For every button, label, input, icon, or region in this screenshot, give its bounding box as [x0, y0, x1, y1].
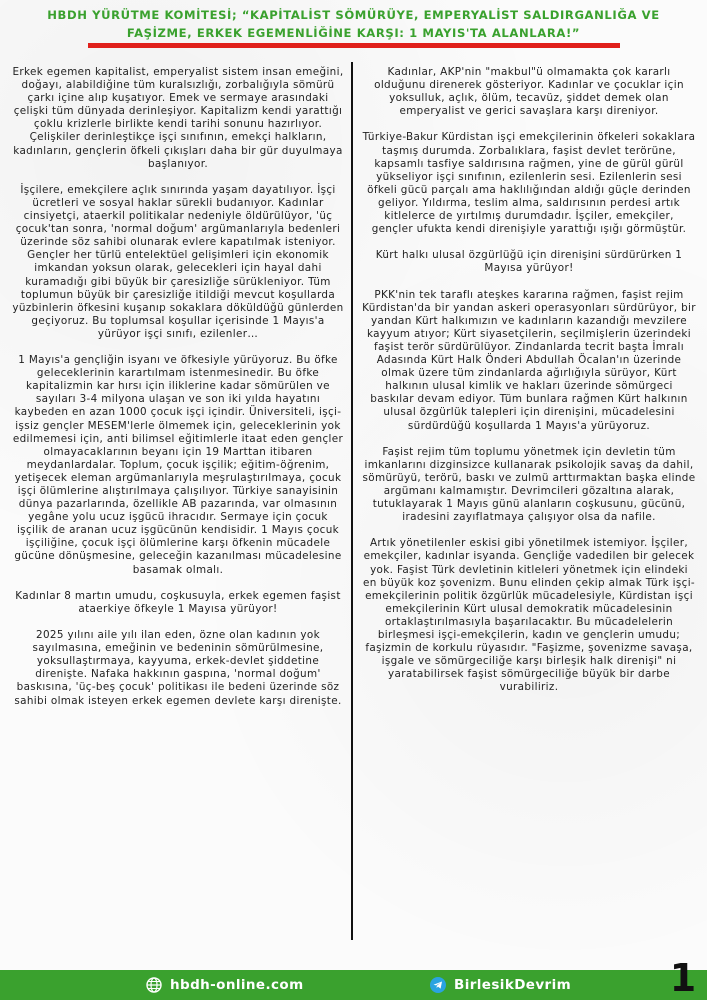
paragraph: Türkiye-Bakur Kürdistan işçi emekçilerinin öfkeleri sokaklara taşmış durumda. Zorbalıklara, faşist devlet terörüne, kapsamlı tasfiye saldırısına rağmen, yine de gürül gürül yükseliyor işçi sınıfının, ezilenlerin sesi. Ezilenlerin sesi öfkeli gücü parçalı ama haklılığından aldığı güçle derinden geliyor. Yıldırma, teslim alma, saldırısının perdesi artık kitlelerce de yırtılmış durumdadır. İşçiler, emekçiler, gençler ufukta kendi direnişiyle yarattığı ışığı görmüştür.	[362, 131, 696, 236]
globe-icon	[146, 977, 162, 993]
telegram-label: BirlesikDevrim	[454, 977, 572, 993]
page-title	[0, 6, 707, 42]
paragraph: PKK'nin tek taraflı ateşkes kararına rağmen, faşist rejim Kürdistan'da bir yandan askeri operasyonları sürdürüyor, bir yandan Kürt halkımızın ve kadınların kazandığı mevzilere kayyum atıyor; Kürt siyasetçilerin, seçilmişlerin üzerindeki faşist terör sürdürülüyor. Zindanlarda tecrit başta İmralı Adasında Kürt Halk Önderi Abdullah Öcalan'ın üzerinde olmak üzere tüm zindanlarda ağırlığıyla sürüyor, Kürt halkının ulusal kimlik ve hakları üzerinde sömürgeci baskılar devam ediyor. Tüm bunlara rağmen Kürt halkının ulusal özgürlük talepleri için direnişini, mücadelesini sürdürdüğü koşullarda 1 Mayıs'a yürüyoruz.	[362, 288, 696, 432]
title-line-2: FAŞİZME, ERKEK EGEMENLİĞİNE KARŞI: 1 MAYIS'TA ALANLARA!”	[126, 26, 581, 40]
paragraph: İşçilere, emekçilere açlık sınırında yaşam dayatılıyor. İşçi ücretleri ve sosyal haklar sürekli budanıyor. Kadınlar cinsiyetçi, ataerkil politikalar nedeniyle öldürülüyor, 'üç çocuk'tan sonra, 'normal doğum' argümanlarıyla bedenleri üzerinde söz sahibi olunarak evlere kapatılmak isteniyor. Gençler her türlü entelektüel gelişimleri için ekonomik imkandan yoksun olarak, gelecekleri için hayal dahi kuramadığı gibi büyük bir çaresizliğe sürükleniyor. Tüm toplumun büyük bir çaresizliğe itildiği mevcut koşullarda yüzbinlerin öfkesini kuşanıp sokaklara döküldüğü günlerden geçiyoruz. Bu toplumsal koşullar içerisinde 1 Mayıs'a yürüyor işçi sınıfı, ezilenler…	[12, 183, 344, 340]
column-divider	[351, 62, 353, 940]
paragraph: 1 Mayıs'a gençliğin isyanı ve öfkesiyle yürüyoruz. Bu öfke geleceklerinin karartılmam istenmesinedir. Bu öfke kapitalizmin kar hırsı için iliklerine kadar sömürülen ve sayıları 3-4 milyona ulaşan ve son iki yılda hayatını kaybeden en azan 1000 çocuk işçi içindir. Üniversiteli, işçi-işsiz gençler MESEM'lerle ölmemek için, geleceklerinin yok edilmemesi için, anti bilimsel eğitimlerle itaat eden gençler olmayacaklarının beyanı için 19 Marttan itibaren meydanlardalar. Toplum, çocuk işçilik; eğitim-öğrenim, yetişecek eleman argümanlarıyla meşrulaştırılmaya, çocuk işçi ölümlerine alıştırılmaya çalışılıyor. Türkiye sanayisinin dünya pazarlarında, özellikle AB pazarında, var olmasının yegâne yolu ucuz işgücü ihracıdır. Sermaye için çocuk işçilik de aranan ucuz işgücünün kendisidir. 1 Mayıs çocuk işçiliğine, çocuk işçi ölümlerine karşı öfkenin mücadele gücüne dönüşmesine, geleceğin kazanılması mücadelesine basamak olmalı.	[12, 354, 344, 576]
website-link[interactable]	[146, 970, 304, 1000]
page-number: 1	[669, 956, 697, 1000]
footer-bar	[0, 970, 707, 1000]
paragraph: Kadınlar, AKP'nin "makbul"ü olmamakta çok kararlı olduğunu direnerek gösteriyor. Kadınlar ve çocuklar için yoksulluk, açlık, ölüm, tecavüz, şiddet demek olan emperyalist ve gerici savaşlara karşı direniyor.	[374, 66, 684, 118]
title-line-1: HBDH YÜRÜTME KOMİTESİ; “KAPİTALİST SÖMÜRÜYE, EMPERYALİST SALDIRGANLIĞA VE	[47, 8, 660, 22]
paragraph: Erkek egemen kapitalist, emperyalist sistem insan emeğini, doğayı, alabildiğine tüm kuralsızlığı, zorbalığıyla sömürü çarkı içine alıp kuşatıyor. Emek ve sermaye arasındaki çelişki tüm dünyada derinleşiyor. Kapitalizm kendi yarattığı çoklu krizlerle birlikte kendi tarihi sonunu hazırlıyor. Çelişkiler derinleştikçe işçi sınıfının, emekçi halkların, kadınların, gençlerin öfkeli çıkışları daha bir gür duyulmaya başlanıyor.	[12, 66, 344, 170]
paragraph: 2025 yılını aile yılı ilan eden, özne olan kadının yok sayılmasına, emeğinin ve bedeninin sömürülmesine, yoksullaştırmaya, kayyuma, erkek-devlet şiddetine direnişte. Nafaka hakkının gaspına, 'normal doğum' baskısına, 'üç-beş çocuk' politikası ile bedeni üzerinde söz sahibi olmak isteyen erkek egemen devlete karşı direnişte.	[14, 629, 342, 707]
paragraph: Kürt halkı ulusal özgürlüğü için direnişini sürdürürken 1 Mayısa yürüyor!	[375, 249, 683, 275]
telegram-icon	[430, 977, 446, 993]
title-underline	[88, 43, 620, 48]
paragraph: Artık yönetilenler eskisi gibi yönetilmek istemiyor. İşçiler, emekçiler, kadınlar isyanda. Gençliğe vadedilen bir gelecek yok. Faşist Türk devletinin kitleleri yönetmek için elindeki en büyük koz şovenizm. Bunu elinden çekip almak Türk işçi-emekçilerinin politik özgürlük mücadelesiyle, Kürdistan işçi emekçilerinin Kürt ulusal demokratik mücadelesinin ortaklaştırılmasıyla başarılacaktır. Bu mücadelelerin birleşmesi işçi-emekçilerin, kadın ve gençlerin umudu; faşizmin de korkulu rüyasıdır. "Faşizme, şovenizme savaşa, işgale ve sömürgeciliğe karşı birleşik halk direnişi" ni yaratabilirsek faşist sömürgeciliğe büyük bir darbe vurabiliriz.	[362, 537, 696, 694]
left-column	[12, 66, 344, 721]
paragraph: Faşist rejim tüm toplumu yönetmek için devletin tüm imkanlarını dizginsizce kullanarak psikolojik savaş da dahil, sömürüyü, terörü, baskı ve zulmü arttırmaktan başka elinde argümanı kalmamıştır. Devrimcileri gözaltına alarak, tutuklayarak 1 Mayıs günü alanların coşkusunu, gücünü, iradesini zayıflatmaya çalışıyor olsa da nafile.	[362, 445, 696, 524]
website-label: hbdh-online.com	[170, 977, 304, 993]
paragraph: Kadınlar 8 martın umudu, coşkusuyla, erkek egemen faşist ataerkiye öfkeyle 1 Mayısa yürüyor!	[15, 589, 341, 615]
telegram-link[interactable]	[430, 970, 571, 1000]
right-column	[362, 66, 696, 708]
